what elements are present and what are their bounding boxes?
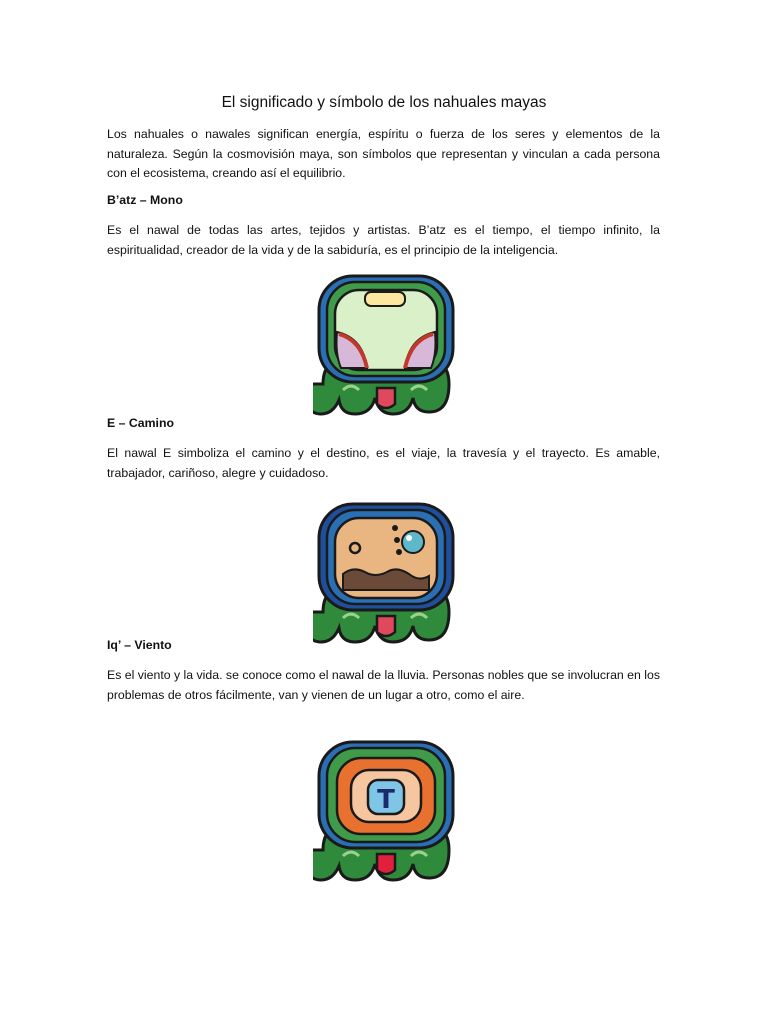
section-text-iq: Es el viento y la vida. se conoce como el nawal de la lluvia. Personas nobles que se involucran en los problemas de otros fácilmente, van y vienen de un lugar a otro, como el aire.	[107, 668, 660, 702]
section-text-e: El nawal E simboliza el camino y el destino, es el viaje, la travesía y el trayecto. Es amable, trabajador, cariñoso, alegre y cuidadoso.	[107, 446, 660, 480]
section-text-batz: Es el nawal de todas las artes, tejidos y artistas. B’atz es el tiempo, el tiempo infinito, la espiritualidad, creador de la vida y de la sabiduría, es el principio de la inteligencia.	[107, 223, 660, 257]
page-title: El significado y símbolo de los nahuales mayas	[221, 94, 547, 111]
iq-glyph-letter: T	[377, 785, 395, 815]
section-heading-iq: Iq’ – Viento	[107, 638, 172, 652]
batz-glyph-icon	[313, 272, 459, 416]
e-glyph-icon	[313, 500, 459, 644]
iq-glyph-icon	[313, 738, 459, 882]
intro-paragraph: Los nahuales o nawales significan energía, espíritu o fuerza de los seres y elementos de la naturaleza. Según la cosmovisión maya, son símbolos que representan y vinculan a cada persona con el ecosistema, creando así el equilibrio.	[107, 127, 660, 180]
section-heading-e: E – Camino	[107, 416, 174, 430]
section-heading-batz: B’atz – Mono	[107, 193, 183, 207]
